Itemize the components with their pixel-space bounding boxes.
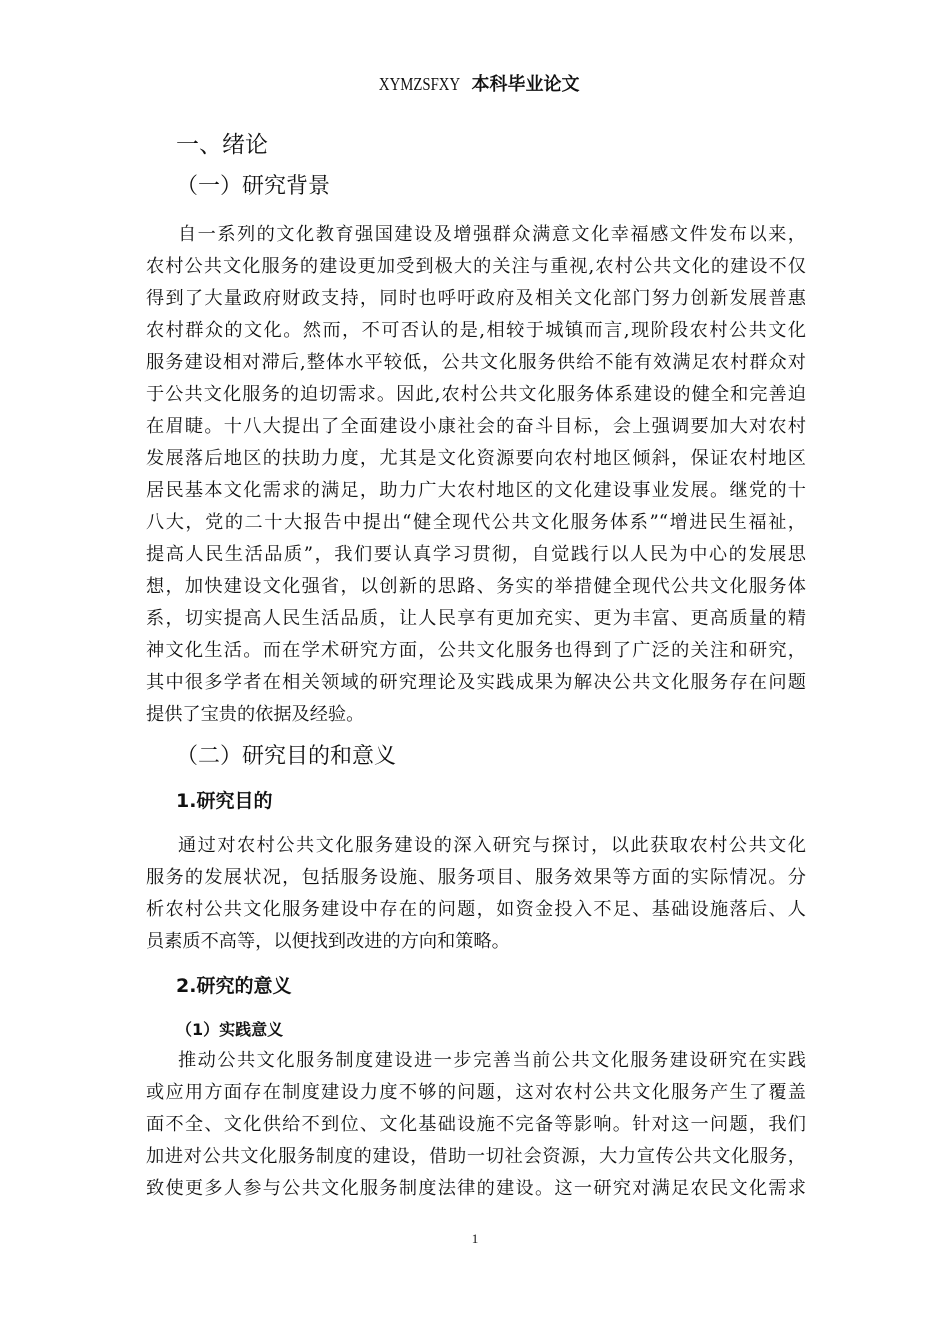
subsection-title-significance: 2.研究的意义: [176, 975, 292, 997]
section-title-purpose-significance: （二）研究目的和意义: [176, 744, 397, 769]
page-header: [0, 72, 950, 97]
text-line: 在眉睫。十八大提出了全面建设小康社会的奋斗目标，会上强调要加大对农村: [146, 416, 806, 437]
header-code: XYMZSFXY: [379, 74, 461, 94]
purpose-paragraph: [146, 830, 806, 958]
page-number: 1: [471, 1231, 479, 1246]
text-line: 想，加快建设文化强省，以创新的思路、务实的举措健全现代公共文化服务体: [146, 576, 806, 597]
text-line: 面不全、文化供给不到位、文化基础设施不完备等影响。针对这一问题，我们: [146, 1114, 806, 1135]
text-line: 提高人民生活品质”，我们要认真学习贯彻，自觉践行以人民为中心的发展思: [146, 544, 806, 565]
practical-significance-paragraph: [146, 1045, 806, 1205]
text-line: 通过对农村公共文化服务建设的深入研究与探讨，以此获取农村公共文化: [178, 835, 806, 856]
text-line: 农村公共文化服务的建设更加受到极大的关注与重视,农村公共文化的建设不仅: [146, 256, 806, 277]
subsubsection-title-practical: （1）实践意义: [176, 1020, 284, 1039]
text-line: 员素质不高等，以便找到改进的方向和策略。: [146, 931, 510, 952]
text-line: 致使更多人参与公共文化服务制度法律的建设。这一研究对满足农民文化需求: [146, 1178, 806, 1199]
subsection-title-purpose: 1.研究目的: [176, 790, 273, 812]
text-line: 八大，党的二十大报告中提出“健全现代公共文化服务体系”“增进民生福祉，: [146, 512, 806, 533]
text-line: 提供了宝贵的依据及经验。: [146, 704, 365, 725]
text-line: 析农村公共文化服务建设中存在的问题，如资金投入不足、基础设施落后、人: [146, 899, 806, 920]
text-line: 或应用方面存在制度建设力度不够的问题，这对农村公共文化服务产生了覆盖: [146, 1082, 806, 1103]
text-line: 服务的发展状况，包括服务设施、服务项目、服务效果等方面的实际情况。分: [146, 867, 806, 888]
text-line: 推动公共文化服务制度建设进一步完善当前公共文化服务建设研究在实践: [178, 1050, 806, 1071]
text-line: 自一系列的文化教育强国建设及增强群众满意文化幸福感文件发布以来，: [178, 224, 806, 245]
header-title: 本科毕业论文: [471, 74, 580, 95]
text-line: 其中很多学者在相关领域的研究理论及实践成果为解决公共文化服务存在问题: [146, 672, 806, 693]
text-line: 发展落后地区的扶助力度，尤其是文化资源要向农村地区倾斜，保证农村地区: [146, 448, 806, 469]
chapter-title: 一、绪论: [176, 132, 268, 158]
section-title-background: （一）研究背景: [176, 174, 331, 199]
text-line: 加进对公共文化服务制度的建设，借助一切社会资源，大力宣传公共文化服务，: [146, 1146, 806, 1167]
background-paragraph: [146, 219, 806, 731]
text-line: 于公共文化服务的迫切需求。因此,农村公共文化服务体系建设的健全和完善迫: [146, 384, 806, 405]
text-line: 得到了大量政府财政支持，同时也呼吁政府及相关文化部门努力创新发展普惠: [146, 288, 806, 309]
text-line: 神文化生活。而在学术研究方面，公共文化服务也得到了广泛的关注和研究，: [146, 640, 806, 661]
text-line: 居民基本文化需求的满足，助力广大农村地区的文化建设事业发展。继党的十: [146, 480, 806, 501]
text-line: 农村群众的文化。然而，不可否认的是,相较于城镇而言,现阶段农村公共文化: [146, 320, 806, 341]
text-line: 服务建设相对滞后,整体水平较低，公共文化服务供给不能有效满足农村群众对: [146, 352, 806, 373]
text-line: 系，切实提高人民生活品质，让人民享有更加充实、更为丰富、更高质量的精: [146, 608, 806, 629]
